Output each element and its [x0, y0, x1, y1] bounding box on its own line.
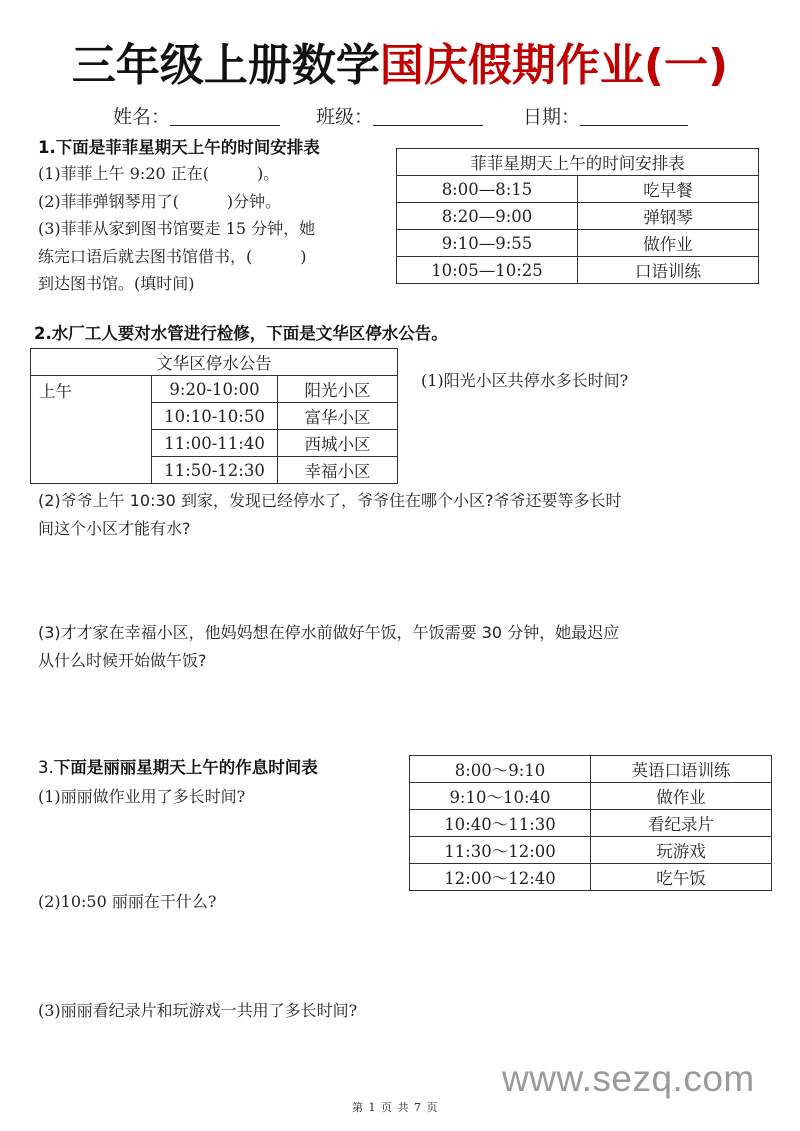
watermark: www.sezq.com [502, 1058, 755, 1099]
time-cell: 11:00-11:40 [152, 430, 278, 457]
area-cell: 富华小区 [278, 403, 398, 430]
date-blank[interactable] [580, 105, 688, 126]
table-row [31, 376, 398, 403]
table-header-row [31, 349, 398, 376]
time-cell: 8:00—8:15 [397, 176, 578, 203]
activity-cell: 弹钢琴 [578, 203, 759, 230]
name-blank[interactable] [170, 105, 280, 126]
lili-schedule-table [409, 755, 772, 891]
section2-question-1: (1)阳光小区共停水多长时间? [421, 371, 629, 390]
section1-question-3-line3: 到达图书馆。(填时间) [38, 274, 195, 293]
time-cell: 12:00～12:40 [410, 864, 591, 891]
section2-heading: 2.水厂工人要对水管进行检修，下面是文华区停水公告。 [34, 324, 448, 343]
name-label: 姓名： [113, 106, 171, 128]
activity-cell: 口语训练 [578, 257, 759, 284]
class-field[interactable] [316, 102, 483, 132]
table-row [397, 257, 759, 284]
table-title: 文华区停水公告 [31, 349, 398, 376]
table-row [410, 864, 772, 891]
time-cell: 8:00～9:10 [410, 756, 591, 783]
table-row [397, 176, 759, 203]
activity-cell: 英语口语训练 [591, 756, 772, 783]
section1-questions [38, 160, 315, 298]
section3-question-1: (1)丽丽做作业用了多长时间? [38, 787, 246, 806]
time-cell: 10:10-10:50 [152, 403, 278, 430]
table-row [410, 756, 772, 783]
time-cell: 9:20-10:00 [152, 376, 278, 403]
time-cell: 8:20—9:00 [397, 203, 578, 230]
section1-heading: 1.下面是菲菲星期天上午的时间安排表 [38, 138, 320, 157]
table-row [410, 810, 772, 837]
time-cell: 9:10—9:55 [397, 230, 578, 257]
time-cell: 11:50-12:30 [152, 457, 278, 484]
name-field[interactable] [113, 102, 280, 132]
table-title: 菲菲星期天上午的时间安排表 [397, 149, 759, 176]
section2-question-2-line1: (2)爷爷上午 10:30 到家，发现已经停水了，爷爷住在哪个小区?爷爷还要等多长时 [38, 491, 622, 510]
class-blank[interactable] [373, 105, 483, 126]
class-label: 班级： [316, 106, 374, 128]
activity-cell: 看纪录片 [591, 810, 772, 837]
section2-question-2-line2: 间这个小区才能有水? [38, 519, 191, 538]
date-label: 日期： [523, 106, 581, 128]
section3-heading-text: 下面是丽丽星期天上午的作息时间表 [53, 758, 318, 777]
section1-question-3-line2: 练完口语后就去图书馆借书，( ) [38, 246, 307, 266]
section3-question-2: (2)10:50 丽丽在干什么? [38, 892, 217, 911]
table-row [410, 837, 772, 864]
date-field[interactable] [523, 102, 688, 132]
section3-heading-number: 3. [38, 758, 54, 777]
water-outage-table [30, 348, 398, 484]
section3-heading [38, 756, 318, 780]
page-indicator: 第 1 页 共 7 页 [352, 1101, 438, 1114]
title-black-part: 三年级上册数学 [71, 40, 380, 91]
time-cell: 11:30～12:00 [410, 837, 591, 864]
table-row [410, 783, 772, 810]
activity-cell: 吃午饭 [591, 864, 772, 891]
section1-question-2: (2)菲菲弹钢琴用了( )分钟。 [38, 191, 282, 211]
period-cell: 上午 [31, 376, 152, 484]
time-cell: 10:05—10:25 [397, 257, 578, 284]
activity-cell: 吃早餐 [578, 176, 759, 203]
activity-cell: 做作业 [578, 230, 759, 257]
title-red-part: 国庆假期作业(一) [379, 40, 729, 91]
activity-cell: 玩游戏 [591, 837, 772, 864]
area-cell: 西城小区 [278, 430, 398, 457]
section1-question-1: (1)菲菲上午 9:20 正在( )。 [38, 164, 280, 183]
table-row [397, 230, 759, 257]
section1-question-3-line1: (3)菲菲从家到图书馆要走 15 分钟，她 [38, 219, 316, 238]
time-cell: 10:40～11:30 [410, 810, 591, 837]
area-cell: 幸福小区 [278, 457, 398, 484]
activity-cell: 做作业 [591, 783, 772, 810]
section2-question-3-line2: 从什么时候开始做午饭? [38, 651, 207, 670]
table-header-row [397, 149, 759, 176]
area-cell: 阳光小区 [278, 376, 398, 403]
feifei-schedule-table [396, 148, 759, 284]
time-cell: 9:10～10:40 [410, 783, 591, 810]
section2-question-3-line1: (3)才才家在幸福小区，他妈妈想在停水前做好午饭，午饭需要 30 分钟，她最迟应 [38, 623, 620, 642]
section3-question-3: (3)丽丽看纪录片和玩游戏一共用了多长时间? [38, 1001, 358, 1020]
table-row [397, 203, 759, 230]
page-title [0, 38, 800, 94]
